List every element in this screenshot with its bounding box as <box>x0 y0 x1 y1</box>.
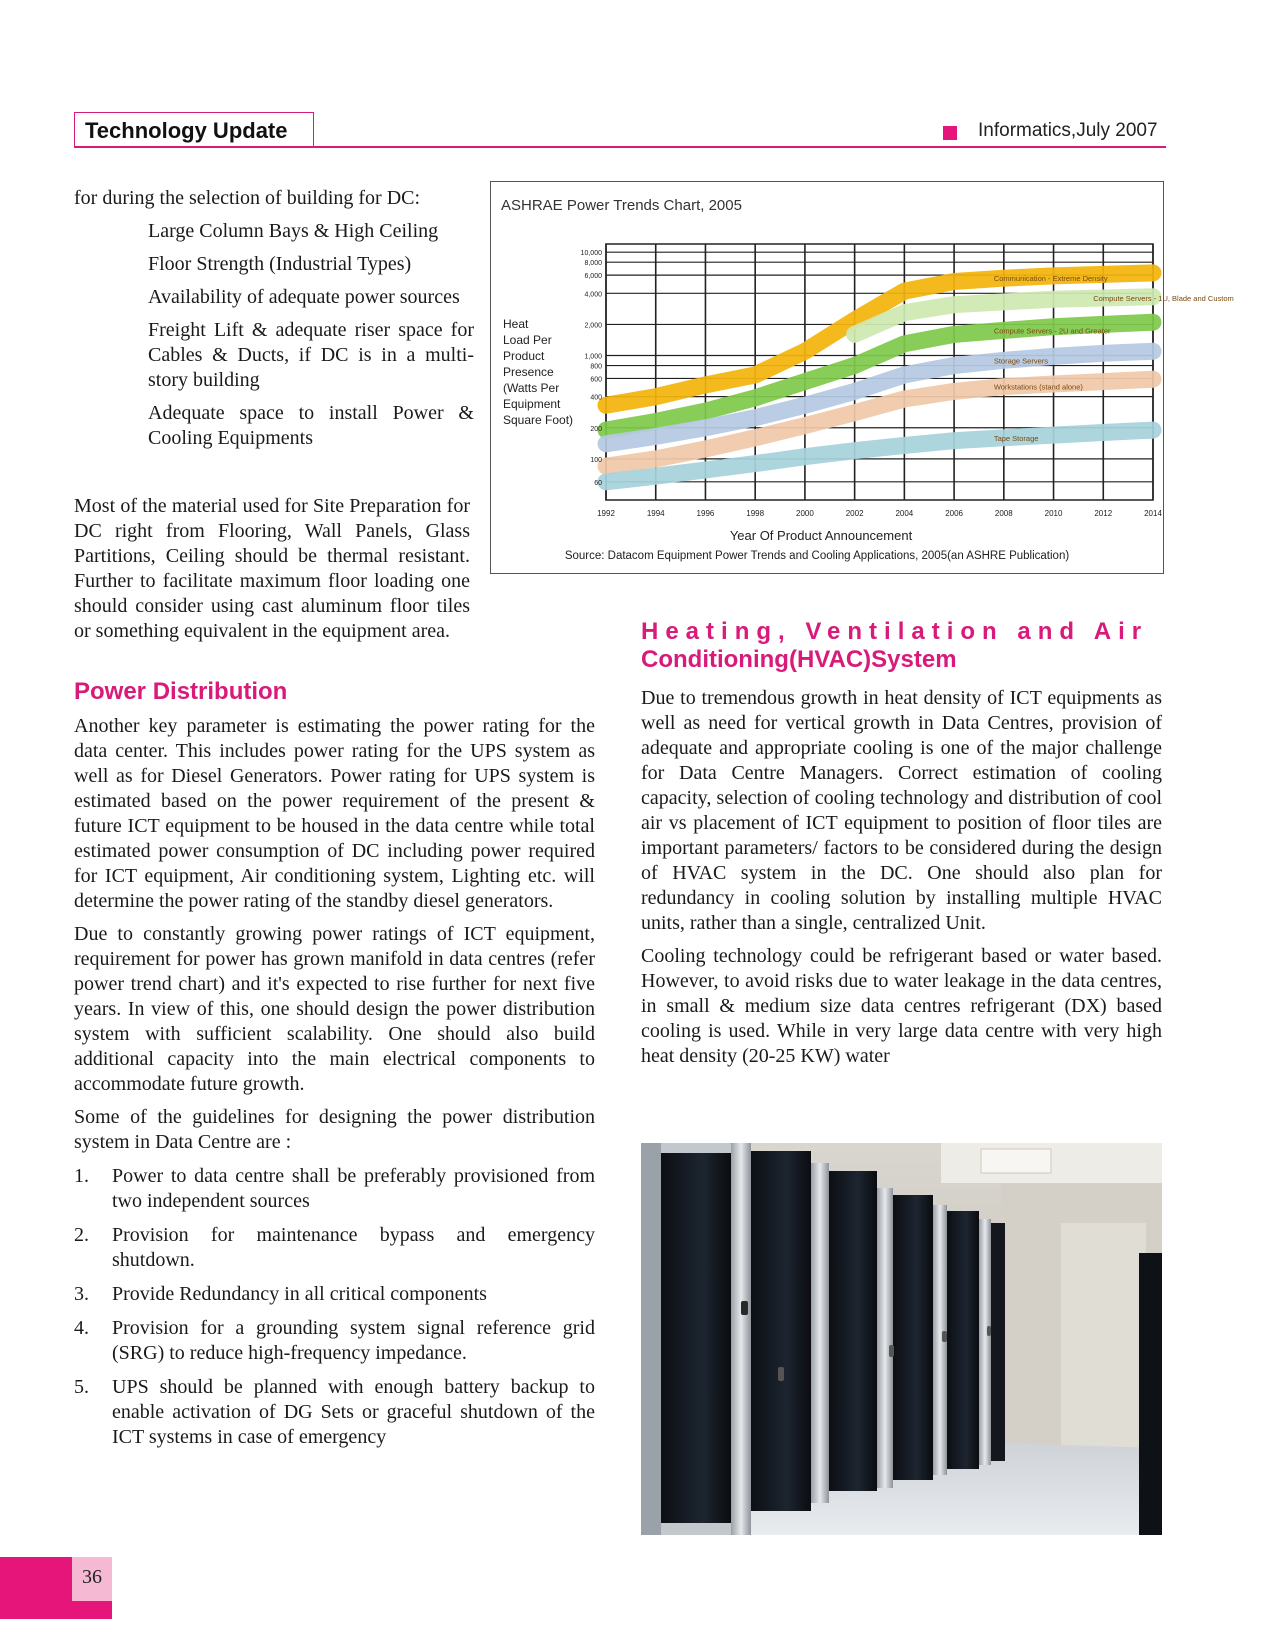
photo-svg <box>641 1143 1162 1535</box>
y-label-line: Product <box>503 349 545 363</box>
issue-label: Informatics,July 2007 <box>978 120 1158 141</box>
x-tick-label: 1998 <box>746 509 765 518</box>
guideline-item <box>74 1282 595 1307</box>
guideline-item <box>74 1316 595 1366</box>
chart-svg <box>491 182 1234 573</box>
chart-xlabel: Year Of Product Announcement <box>729 528 913 543</box>
guideline-number: 4. <box>74 1317 89 1339</box>
x-tick-label: 2010 <box>1044 509 1063 518</box>
guideline-text: UPS should be planned with enough battery backup to enable activation of DG Sets or graceful shutdown of the ICT systems in case of emergency <box>112 1376 595 1448</box>
requirements-list <box>148 219 474 451</box>
guideline-text: Provision for maintenance bypass and emergency shutdown. <box>112 1224 595 1271</box>
chart-source: Source: Datacom Equipment Power Trends and Cooling Applications, 2005(an ASHRE Publication) <box>564 550 1070 562</box>
y-tick-label: 400 <box>590 394 602 402</box>
x-tick-label: 2006 <box>945 509 963 518</box>
y-tick-label: 800 <box>590 363 602 371</box>
x-tick-label: 2002 <box>845 509 864 518</box>
guideline-text: Provision for a grounding system signal reference grid (SRG) to reduce high-frequency impedance. <box>112 1317 595 1364</box>
series-label: Communication - Extreme Density <box>993 274 1108 284</box>
chart-ylabel <box>503 317 573 427</box>
y-label-line: Square Foot) <box>503 413 574 427</box>
x-tick-label: 2014 <box>1144 509 1162 518</box>
header-square <box>943 126 957 140</box>
series-label: Storage Servers <box>993 356 1049 366</box>
y-tick-label: 2,000 <box>584 322 602 330</box>
intro-block <box>74 186 474 451</box>
y-tick-label: 600 <box>590 376 602 384</box>
guideline-text: Provide Redundancy in all critical components <box>112 1283 487 1305</box>
section-tag <box>74 112 314 146</box>
y-label-line: (Watts Per <box>503 381 560 395</box>
page-number-bar <box>0 1557 72 1601</box>
hvac-heading-line-1: Heating, Ventilation and Air <box>641 618 1149 645</box>
x-tick-label: 2004 <box>895 509 914 518</box>
x-tick-label: 1996 <box>696 509 715 518</box>
guideline-number: 2. <box>74 1224 89 1246</box>
hvac-heading-line-2: Conditioning(HVAC)System <box>641 646 957 673</box>
y-tick-label: 10,000 <box>580 250 602 258</box>
intro-line: for during the selection of building for DC: <box>74 187 421 209</box>
requirement-item: Freight Lift & adequate riser space for Cables & Ducts, if DC is in a multi-story building <box>148 319 474 391</box>
requirement-item: Large Column Bays & High Ceiling <box>148 220 439 242</box>
power-distribution-heading: Power Distribution <box>74 678 288 705</box>
y-tick-label: 60 <box>594 479 602 487</box>
hvac-paragraph-1: Due to tremendous growth in heat density of ICT equipments as well as need for vertical growth in Data Centres, provision of adequate and appropriate cooling is one of the major challenge for Data Centre Managers. Correct estimation of cooling capacity, selection of cooling technology and distribution of cool air vs placement of ICT equipment to position of floor tiles are important parameters/ factors to be considered during the design of HVAC system in the DC. One should also plan for redundancy in cooling solution by installing multiple HVAC units, rather than a single, centralized Unit. <box>641 687 1162 934</box>
x-tick-label: 2008 <box>994 509 1013 518</box>
chart-title: ASHRAE Power Trends Chart, 2005 <box>501 197 742 214</box>
guideline-number: 5. <box>74 1376 89 1398</box>
requirement-item: Availability of adequate power sources <box>148 286 460 308</box>
page-number: 36 <box>82 1566 102 1588</box>
page-number-underline <box>0 1601 112 1619</box>
guideline-item <box>74 1375 595 1450</box>
y-label-line: Presence <box>503 365 554 379</box>
power-distribution-section <box>74 678 595 1459</box>
guideline-number: 3. <box>74 1283 89 1305</box>
series-label: Compute Servers - 1U, Blade and Custom <box>1093 294 1234 304</box>
x-tick-label: 2000 <box>796 509 814 518</box>
guideline-item <box>74 1223 595 1273</box>
series-label: Workstations (stand alone) <box>993 382 1083 392</box>
y-label-line: Equipment <box>503 397 561 411</box>
y-tick-label: 6,000 <box>584 273 602 281</box>
y-tick-label: 200 <box>590 425 602 433</box>
x-tick-label: 1994 <box>646 509 665 518</box>
power-paragraph-1: Another key parameter is estimating the power rating for the data center. This includes power rating for the UPS system as well as for Diesel Generators. Power rating for UPS system is estimated based on the power requirement of the present & future ICT equipment to be housed in the data centre while total estimated power consumption of DC including power required for ICT equipment, Air conditioning system, Lighting etc. will determine the power rating of the standby diesel generators. <box>74 715 595 912</box>
guideline-text: Power to data centre shall be preferably provisioned from two independent sources <box>112 1165 595 1212</box>
power-paragraph-2: Due to constantly growing power ratings of ICT equipment, requirement for power has grown manifold in data centres (refer power trend chart) and it's expected to rise further for next five years. In view of this, one should design the power distribution system with sufficient scalability. One should also build additional capacity into the main electrical components to accommodate future growth. <box>74 923 595 1095</box>
series-label: Tape Storage <box>993 433 1039 443</box>
header-rule <box>74 146 1166 148</box>
series-label: Compute Servers - 2U and Greater <box>993 326 1111 336</box>
power-trends-chart <box>490 181 1234 574</box>
data-centre-photo <box>641 1143 1162 1535</box>
x-tick-label: 2012 <box>1094 509 1113 518</box>
section-title: Technology Update <box>85 118 288 143</box>
requirement-item: Adequate space to install Power & Cooling Equipments <box>148 402 474 449</box>
requirement-item: Floor Strength (Industrial Types) <box>148 253 412 275</box>
hvac-section <box>641 618 1162 1069</box>
material-paragraph: Most of the material used for Site Preparation for DC right from Flooring, Wall Panels, Glass Partitions, Ceiling should be thermal resistant. Further to facilitate maximum floor loading one should consider using cast aluminum floor tiles or something equivalent in the equipment area. <box>74 495 470 642</box>
guideline-item <box>74 1164 595 1214</box>
power-paragraph-3: Some of the guidelines for designing the power distribution system in Data Centre are : <box>74 1106 595 1153</box>
y-label-line: Heat <box>503 317 529 331</box>
x-tick-label: 1992 <box>597 509 615 518</box>
y-tick-label: 1,000 <box>584 353 602 361</box>
guidelines-list <box>74 1164 595 1450</box>
y-label-line: Load Per <box>503 333 552 347</box>
guideline-number: 1. <box>74 1165 89 1187</box>
y-tick-label: 100 <box>590 456 602 464</box>
hvac-paragraph-2: Cooling technology could be refrigerant based or water based. However, to avoid risks due to water leakage in the data centres, in small & medium size data centres refrigerant (DX) based cooling is used. While in very large data centre with very high heat density (20-25 KW) water <box>641 945 1162 1067</box>
y-tick-label: 8,000 <box>584 260 602 268</box>
y-tick-label: 4,000 <box>584 291 602 299</box>
